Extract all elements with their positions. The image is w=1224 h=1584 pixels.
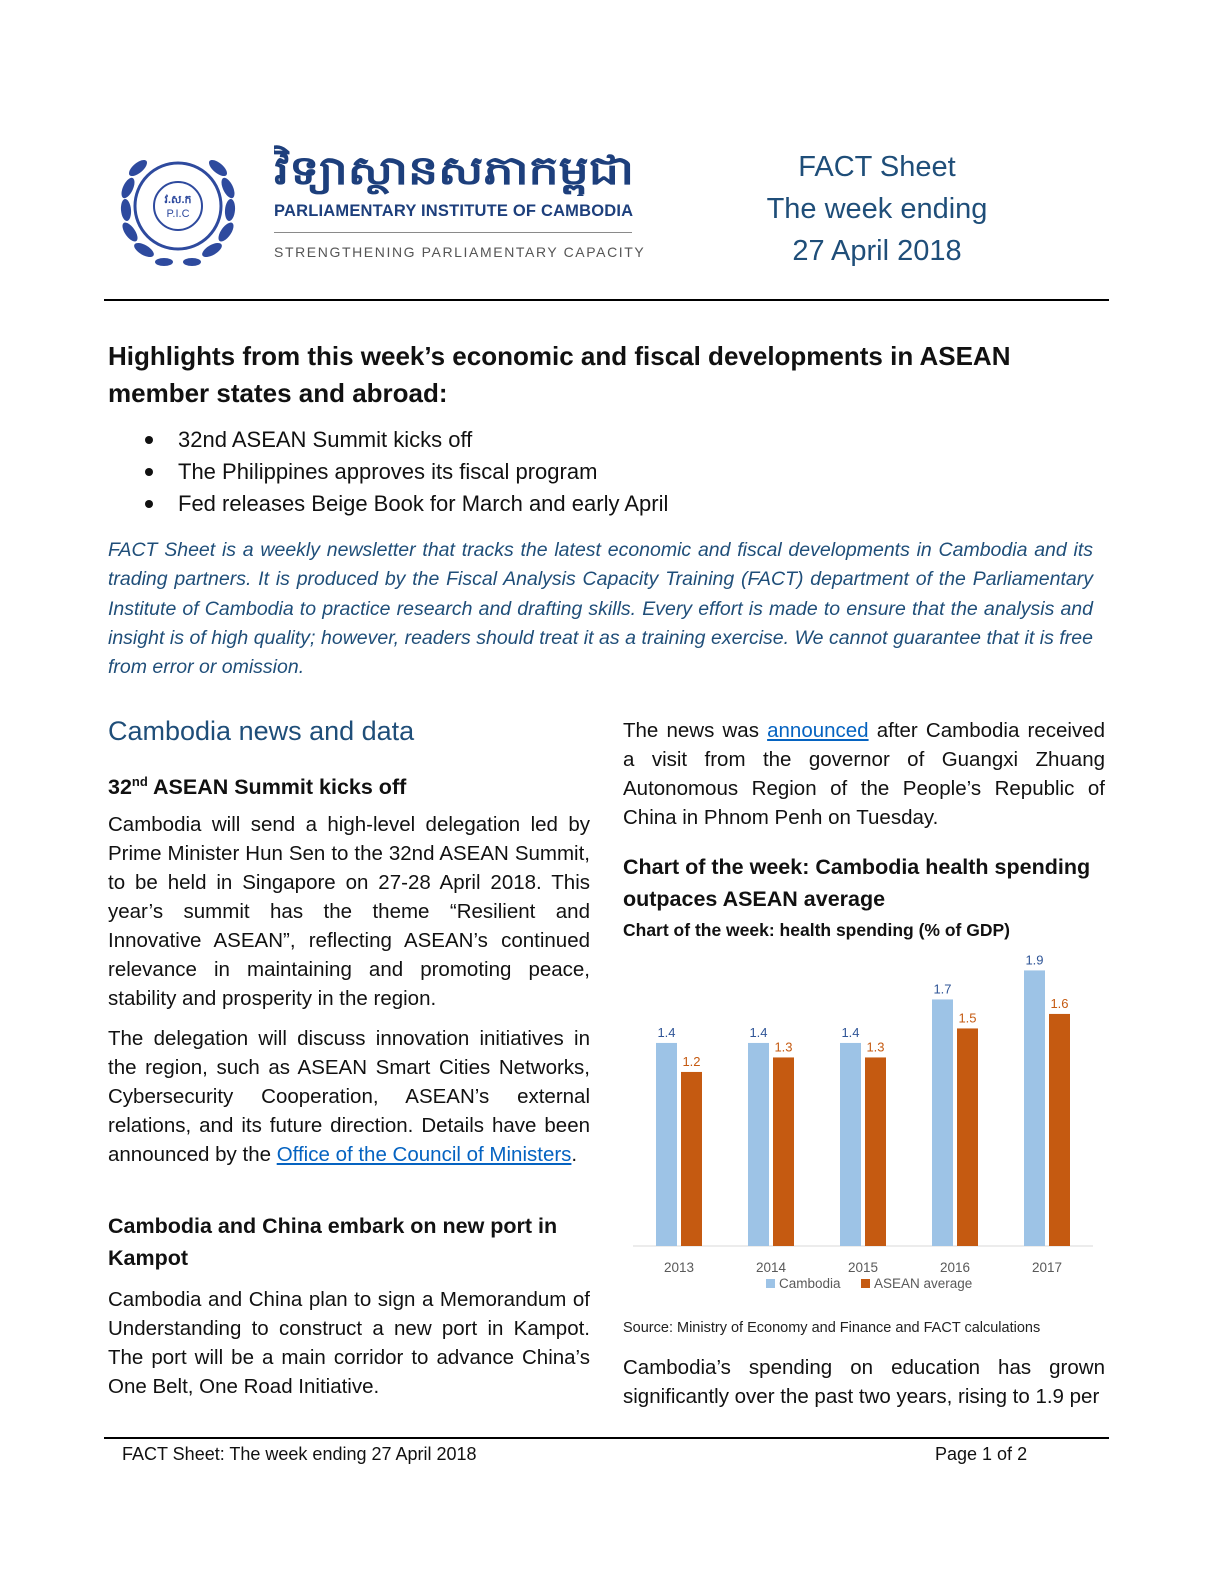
port-paragraph: Cambodia and China plan to sign a Memorandum of Understanding to construct a new port in Kampot. The port will be a main corridor to advance China’s One Belt, One Road Initiative. (108, 1288, 590, 1398)
chart-bar (1049, 1014, 1070, 1246)
header-rule (104, 299, 1109, 301)
chart-tick-label: 2015 (847, 1260, 879, 1275)
chart-data-label: 1.9 (1025, 952, 1044, 968)
summit-paragraph-2 (108, 1024, 590, 1169)
chart-data-label: 1.3 (866, 1039, 885, 1055)
chart-bar (957, 1028, 978, 1246)
summit-p2-text: The delegation will discuss innovation initiatives in the region, such as ASEAN Smart Cities Networks, Cybersecurity Cooperation, ASEAN’s external relations, and its future direction. Details have been announced by the (108, 1027, 590, 1166)
highlight-item: Fed releases Beige Book for March and early April (142, 488, 668, 520)
announced-link[interactable]: announced (767, 719, 869, 742)
news-text-pre: The news was (623, 719, 768, 742)
summit-heading (108, 766, 590, 803)
fact-title-line3: 27 April 2018 (792, 235, 962, 267)
fact-title-line1: FACT Sheet (798, 151, 956, 183)
news-paragraph (623, 716, 1105, 832)
chart-data-label: 1.3 (774, 1039, 793, 1055)
footer-rule (104, 1437, 1109, 1439)
chart-source: Source: Ministry of Economy and Finance and FACT calculations (623, 1320, 1041, 1336)
chart-tick-label: 2013 (663, 1260, 695, 1275)
health-spending-chart (623, 950, 1103, 1310)
chart-bar (865, 1057, 886, 1246)
khmer-name-text: វិទ្យាស្ថានសភាកម្ពុជា (274, 148, 578, 194)
chart-legend-swatch (766, 1279, 775, 1288)
chart-legend-label: Cambodia (779, 1276, 841, 1291)
chart-heading: Chart of the week: Cambodia health spending outpaces ASEAN average (623, 855, 1091, 911)
summit-heading-text: ASEAN Summit kicks off (147, 775, 407, 800)
highlight-item: The Philippines approves its fiscal program (142, 456, 668, 488)
header-divider (274, 232, 632, 233)
port-heading: Cambodia and China embark on new port in Kampot (108, 1214, 558, 1270)
fact-sheet-title (712, 146, 1042, 272)
highlights-title: Highlights from this week’s economic and fiscal developments in ASEAN member states and abroad: (108, 341, 1011, 408)
page-number: Page 1 of 2 (935, 1444, 1028, 1464)
chart-bar (656, 1043, 677, 1246)
chart-tick-label: 2016 (939, 1260, 971, 1275)
chart-data-label: 1.5 (958, 1010, 977, 1026)
summit-heading-num: 32 (108, 775, 132, 800)
logo-abbr: P.I.C (166, 208, 190, 220)
chart-data-label: 1.4 (749, 1024, 768, 1040)
institute-tagline: STRENGTHENING PARLIAMENTARY CAPACITY (274, 244, 646, 260)
news-text-post: after Cambodia received a visit from the governor of Guangxi Zhuang Autonomous Region of the People’s Republic of China in Phnom Penh on Tuesday. (623, 719, 1105, 829)
chart-tick-label: 2014 (755, 1260, 787, 1275)
chart-bar (773, 1057, 794, 1246)
institute-name: PARLIAMENTARY INSTITUTE OF CAMBODIA (274, 202, 634, 220)
chart-legend-swatch (861, 1279, 870, 1288)
summit-heading-sup: nd (131, 774, 148, 789)
chart-bar (681, 1072, 702, 1246)
closing-paragraph: Cambodia’s spending on education has grown significantly over the past two years, rising to 1.9 per (623, 1356, 1105, 1408)
chart-bar (1024, 970, 1045, 1246)
summit-p2-end: . (571, 1143, 578, 1166)
chart-tick-label: 2017 (1031, 1260, 1063, 1275)
highlight-item: 32nd ASEAN Summit kicks off (142, 424, 668, 456)
logo-khmer-abbr: វ.ស.ក (164, 194, 192, 206)
footer-title: FACT Sheet: The week ending 27 April 2018 (122, 1444, 477, 1464)
chart-bar (932, 999, 953, 1246)
chart-data-label: 1.6 (1050, 995, 1069, 1011)
section-title: Cambodia news and data (108, 716, 415, 746)
chart-data-label: 1.4 (841, 1024, 860, 1040)
newsletter-intro: FACT Sheet is a weekly newsletter that tracks the latest economic and fiscal developments in Cambodia and its trading partners. It is produced by the Fiscal Analysis Capacity Training (FACT) department of the Parliamentary Institute of Cambodia to practice research and drafting skills. Every effort is made to ensure that the analysis and insight is of high quality; however, readers should treat it as a training exercise. We cannot guarantee that it is free from error or omission. (108, 539, 1093, 679)
chart-bar (840, 1043, 861, 1246)
fact-title-line2: The week ending (766, 193, 988, 225)
highlights-list (142, 424, 668, 520)
pic-logo (112, 140, 244, 270)
chart-data-label: 1.7 (933, 981, 952, 997)
chart-data-label: 1.2 (682, 1053, 701, 1069)
chart-legend-label: ASEAN average (874, 1276, 973, 1291)
chart-data-label: 1.4 (657, 1024, 676, 1040)
summit-paragraph-1: Cambodia will send a high-level delegation led by Prime Minister Hun Sen to the 32nd ASEAN Summit, to be held in Singapore on 27-28 April 2018. This year’s summit has the theme “Resilient and Innovative ASEAN”, reflecting ASEAN’s continued relevance in maintaining and promoting peace, stability and prosperity in the region. (108, 813, 590, 1010)
khmer-institute-name (274, 140, 644, 196)
chart-title: Chart of the week: health spending (% of GDP) (623, 920, 1010, 940)
chart-bar (748, 1043, 769, 1246)
council-of-ministers-link[interactable]: Office of the Council of Ministers (276, 1143, 572, 1166)
